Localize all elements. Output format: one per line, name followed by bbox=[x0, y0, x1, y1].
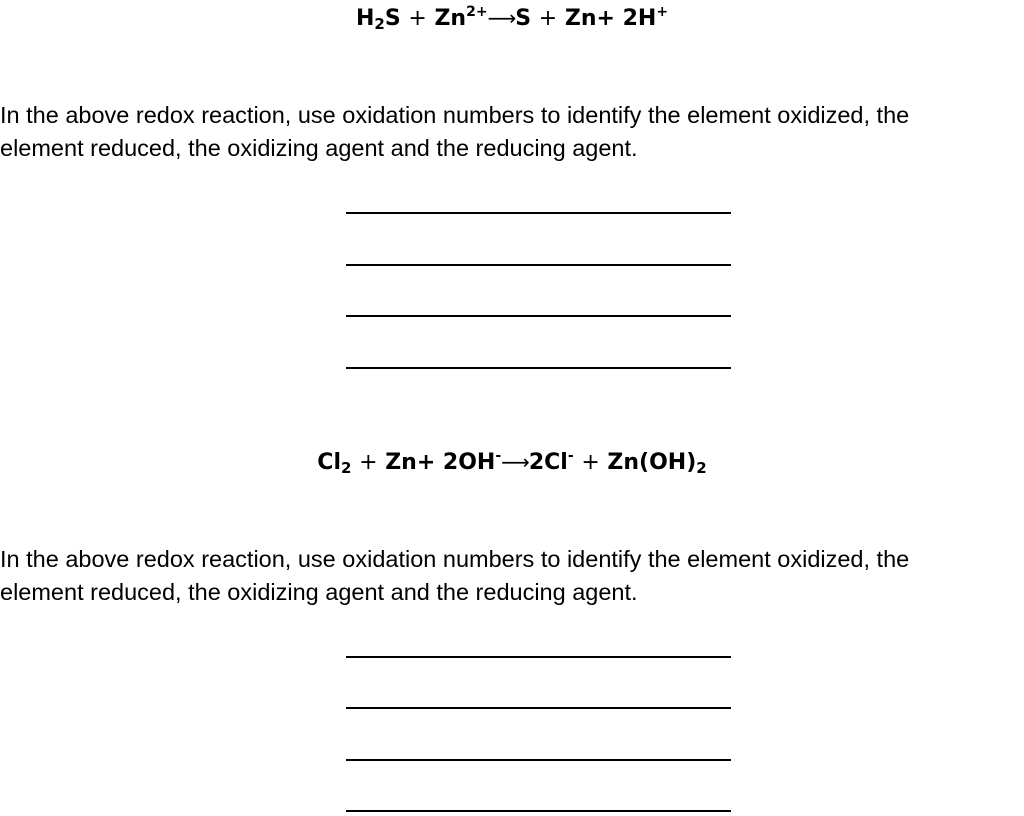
answer-blank-q2-4[interactable] bbox=[346, 810, 731, 812]
eq2-plus-1: + bbox=[359, 450, 378, 475]
answer-blank-q1-3[interactable] bbox=[346, 315, 731, 317]
answer-blank-q2-3[interactable] bbox=[346, 759, 731, 761]
answer-blank-q2-1[interactable] bbox=[346, 656, 731, 658]
question-2-prompt bbox=[0, 543, 1024, 609]
eq2-reactant2: Zn+ 2OH- bbox=[385, 448, 502, 475]
answer-blank-q1-2[interactable] bbox=[346, 264, 731, 266]
eq1-product2: Zn+ 2H+ bbox=[564, 4, 669, 31]
eq1-plus-2: + bbox=[538, 6, 558, 31]
eq1-reactant2: $Zn^{2+}$ bbox=[434, 4, 488, 31]
answer-blank-q1-4[interactable] bbox=[346, 367, 731, 369]
eq1-product1: S bbox=[515, 6, 532, 31]
answer-blank-q1-1[interactable] bbox=[346, 212, 731, 214]
prompt-line: element reduced, the oxidizing agent and the reducing agent. bbox=[0, 135, 638, 161]
eq1-plus-1: + bbox=[408, 6, 427, 31]
prompt-line: element reduced, the oxidizing agent and the reducing agent. bbox=[0, 579, 638, 605]
reaction-arrow-icon: ⟶ bbox=[501, 450, 529, 474]
eq2-reactant1: $Cl_2$ bbox=[317, 450, 352, 477]
eq2-plus-2: + bbox=[581, 450, 600, 475]
equation-2 bbox=[0, 447, 1024, 478]
question-1-prompt bbox=[0, 99, 1024, 165]
prompt-line: In the above redox reaction, use oxidation numbers to identify the element oxidized, the bbox=[0, 546, 910, 572]
reaction-arrow-icon: ⟶ bbox=[487, 6, 516, 30]
eq1-reactant1: $H_2S$ bbox=[355, 6, 401, 33]
prompt-line: In the above redox reaction, use oxidation numbers to identify the element oxidized, the bbox=[0, 102, 910, 128]
equation-1 bbox=[0, 3, 1024, 34]
eq2-product1: 2Cl- bbox=[528, 448, 574, 475]
answer-blank-q2-2[interactable] bbox=[346, 707, 731, 709]
eq2-product2: $Zn(OH)_2$ bbox=[607, 450, 707, 477]
